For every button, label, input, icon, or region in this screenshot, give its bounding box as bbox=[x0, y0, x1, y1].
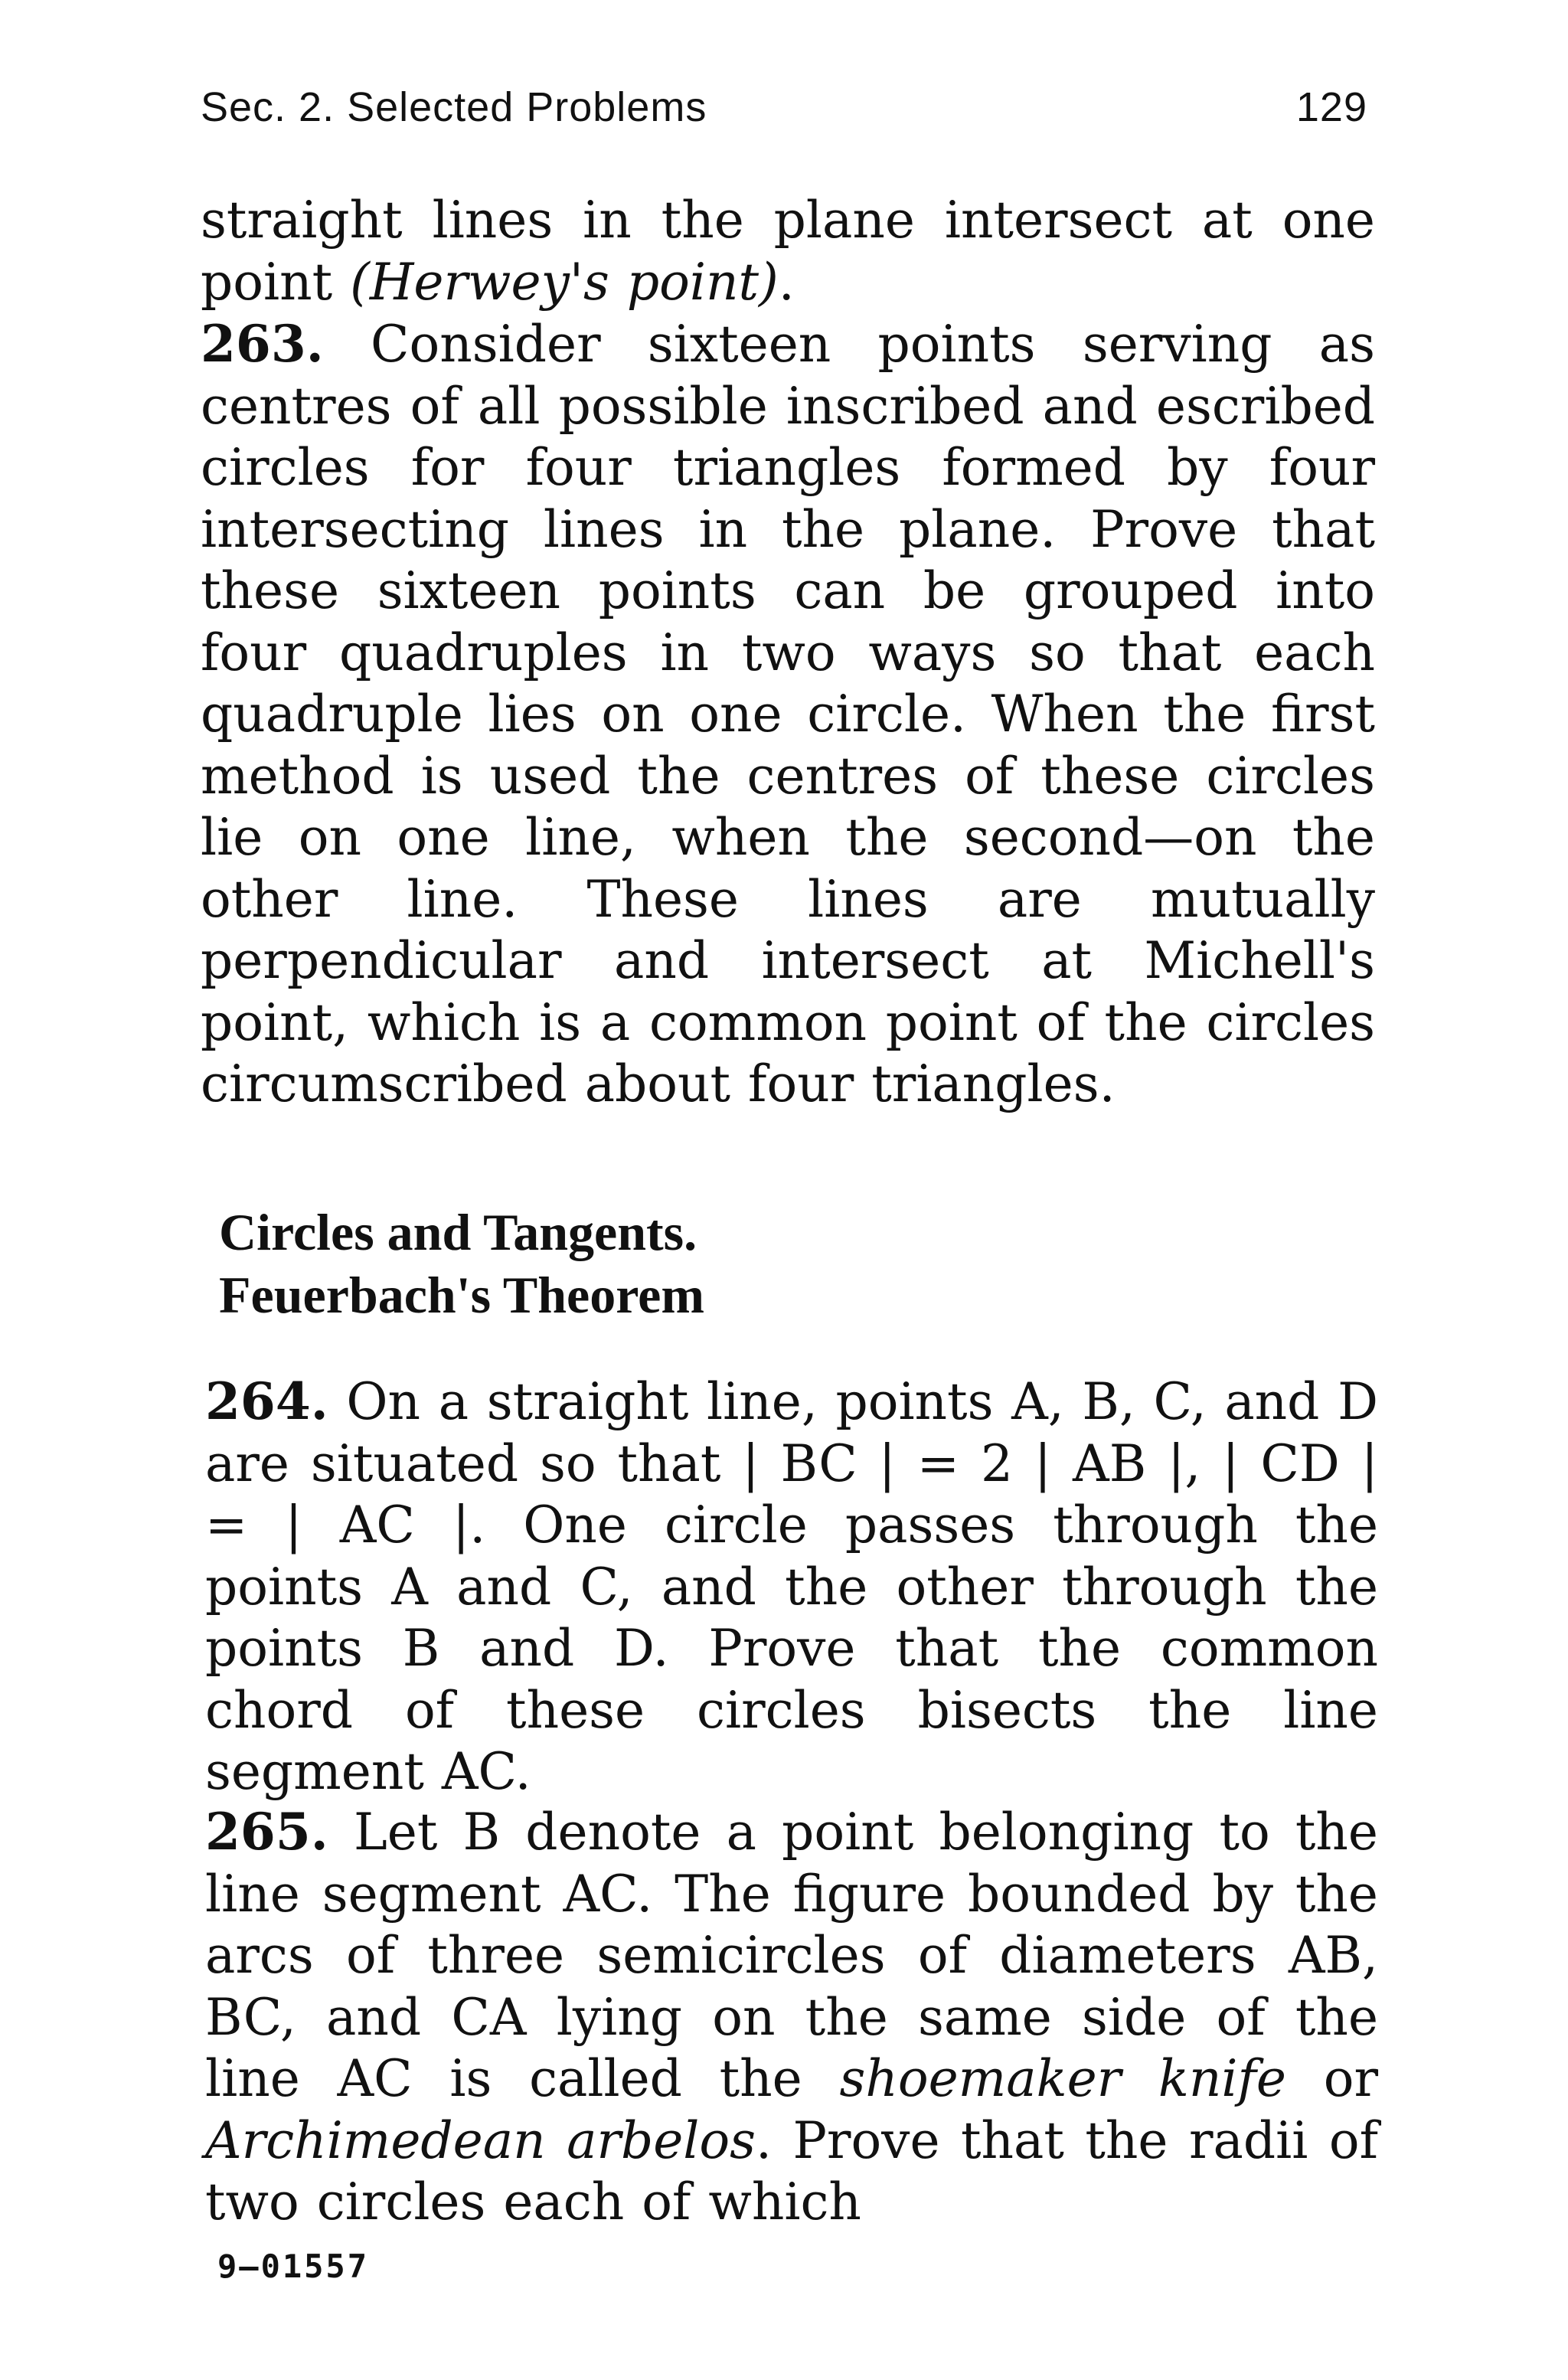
problem-number-263: 263. bbox=[201, 314, 324, 374]
section-heading-line-1: Circles and Tangents. bbox=[219, 1203, 697, 1261]
problem-264 bbox=[205, 1371, 1378, 1803]
problem-264-text: On a straight line, points A, B, C, and D are situated so that | BC | = 2 | AB |, | CD | = | AC |. One circle passes through the points A and C, and the other through the points B and D. Prove that the common chord of these circles bisects the line segment AC. bbox=[205, 1372, 1379, 1801]
problem-number-265: 265. bbox=[205, 1802, 328, 1862]
section-title: Sec. 2. Selected Problems bbox=[201, 84, 707, 130]
problem-265-text-1: Let B denote a point belonging to the line segment AC. The figure bounded by the arcs of three semicircles of diameters AB, BC, and CA lying on the same side of the line AC is called the bbox=[205, 1803, 1378, 2108]
section-heading bbox=[219, 1201, 1367, 1326]
problem-265-text-2: or bbox=[1286, 2049, 1379, 2108]
problem-263 bbox=[201, 313, 1375, 1116]
arbelos-term: Archimedean arbelos bbox=[205, 2110, 756, 2170]
continuation-text: straight lines in the plane intersect at one point bbox=[201, 191, 1375, 312]
continuation-paragraph bbox=[201, 190, 1375, 313]
printer-signature: 9—01557 bbox=[217, 2248, 370, 2285]
herwey-point-term: (Herwey's point) bbox=[350, 252, 779, 312]
section-heading-line-2: Feuerbach's Theorem bbox=[219, 1266, 704, 1324]
problem-265 bbox=[205, 1801, 1378, 2234]
running-head bbox=[201, 77, 1367, 138]
shoemaker-knife-term: shoemaker knife bbox=[839, 2049, 1286, 2108]
continuation-end: . bbox=[778, 252, 795, 312]
problem-number-264: 264. bbox=[205, 1371, 328, 1431]
page-number: 129 bbox=[1295, 84, 1367, 130]
problem-263-text: Consider sixteen points serving as centres of all possible inscribed and escribed circles for four triangles formed by four intersecting lines in the plane. Prove that these sixteen points can be grouped into four quadruples in two ways so that each quadruple lies on one circle. When the first method is used the centres of these circles lie on one line, when the second—on the other line. These lines are mutually perpendicular and intersect at Michell's point, which is a common point of the circles circumscribed about four triangles. bbox=[201, 315, 1375, 1113]
problem-265-text-3: . Prove that the radii of two circles each of which bbox=[205, 2110, 1378, 2231]
